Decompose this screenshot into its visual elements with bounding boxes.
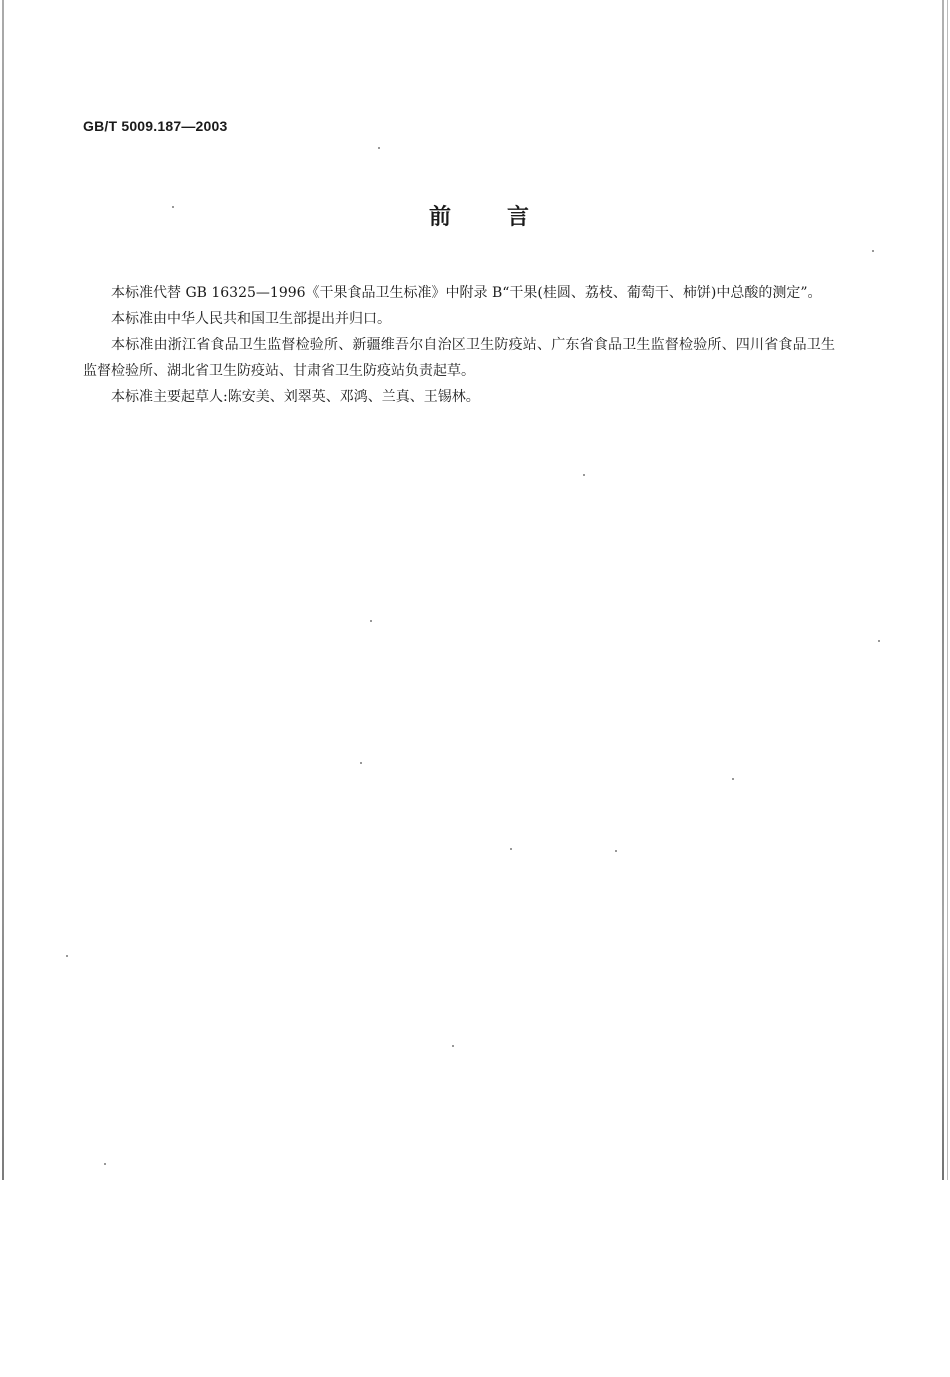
- scan-speck: [615, 850, 617, 852]
- paragraph-drafting-units: 本标准由浙江省食品卫生监督检验所、新疆维吾尔自治区卫生防疫站、广东省食品卫生监督检验所、四川省食品卫生监督检验所、湖北省卫生防疫站、甘肃省卫生防疫站负责起草。: [83, 337, 835, 379]
- foreword-body: [83, 280, 835, 410]
- scan-speck: [104, 1163, 106, 1165]
- scan-edge-right: [942, 0, 944, 1180]
- scan-speck: [878, 640, 880, 642]
- scan-speck: [360, 762, 362, 764]
- paragraph-proposer: 本标准由中华人民共和国卫生部提出并归口。: [111, 311, 391, 327]
- scan-edge-right-inner: [947, 0, 948, 1180]
- scan-speck: [510, 848, 512, 850]
- scan-speck: [172, 206, 174, 208]
- paragraph-drafters: 本标准主要起草人:陈安美、刘翠英、邓鸿、兰真、王锡林。: [111, 389, 480, 405]
- page-title: 前言: [428, 205, 585, 230]
- paragraph-replacement: 本标准代替 GB 16325—1996《干果食品卫生标准》中附录 B“干果(桂圆、荔枝、葡萄干、柿饼)中总酸的测定”。: [111, 285, 822, 301]
- scan-speck: [872, 250, 874, 252]
- scan-speck: [452, 1045, 454, 1047]
- scan-speck: [583, 474, 585, 476]
- scan-speck: [66, 955, 68, 957]
- scan-edge-left: [2, 0, 4, 1180]
- scan-speck: [378, 147, 380, 149]
- standard-code: GB/T 5009.187—2003: [83, 118, 228, 134]
- scan-speck: [370, 620, 372, 622]
- scan-speck: [732, 778, 734, 780]
